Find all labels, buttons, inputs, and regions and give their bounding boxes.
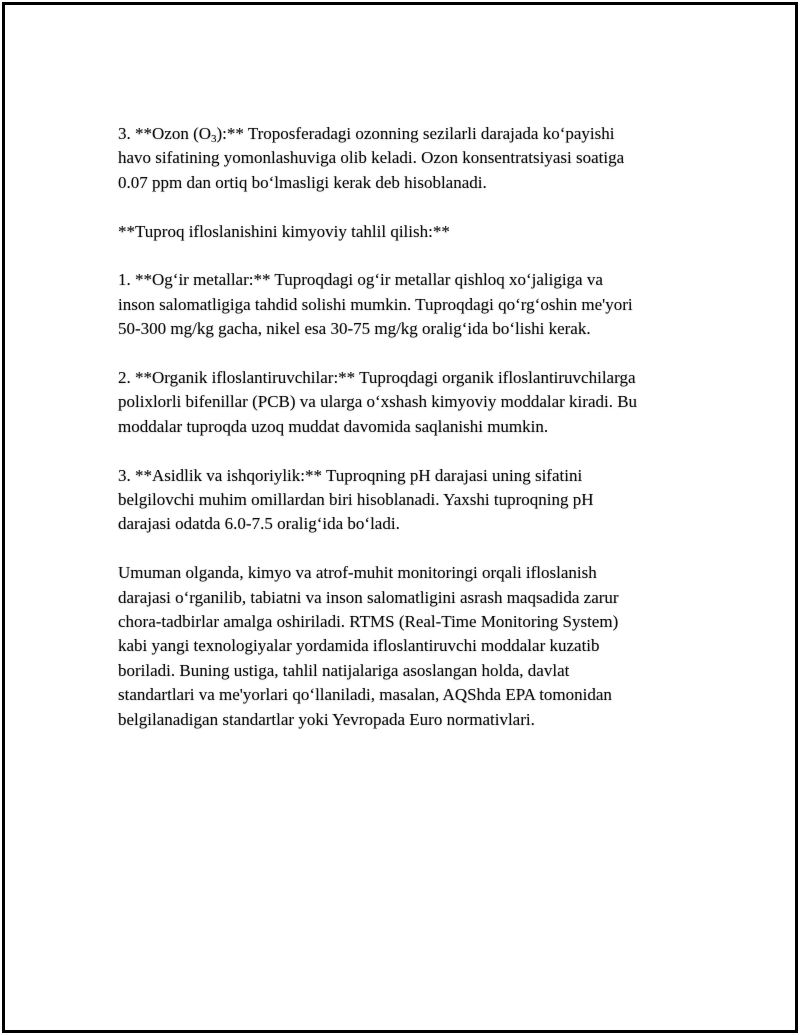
text-run: ):** Troposferadagi ozonning sezilarli darajada ko‘payishi — [216, 124, 615, 143]
acidity-paragraph — [118, 464, 688, 537]
text-line: kabi yangi texnologiyalar yordamida ifloslantiruvchi moddalar kuzatib — [118, 636, 600, 656]
text-line: inson salomatligiga tahdid solishi mumkin. Tuproqdagi qo‘rg‘oshin me'yori — [118, 294, 633, 314]
text-line: 1. **Og‘ir metallar:** Tuproqdagi og‘ir metallar qishloq xo‘jaligiga va — [118, 270, 603, 290]
text-line: boriladi. Buning ustiga, tahlil natijalariga asoslangan holda, davlat — [118, 660, 570, 680]
soil-analysis-heading — [118, 220, 688, 244]
text-line: 50-300 mg/kg gacha, nikel esa 30-75 mg/kg oralig‘ida bo‘lishi kerak. — [118, 319, 591, 339]
text-line: darajasi o‘rganilib, tabiatni va inson salomatligini asrash maqsadida zarur — [118, 587, 619, 607]
text-line: 3. **Asidlik va ishqoriylik:** Tuproqning pH darajasi uning sifatini — [118, 465, 583, 485]
subscript: 3 — [211, 133, 217, 145]
heading-text: **Tuproq ifloslanishini kimyoviy tahlil qilish:** — [118, 221, 450, 241]
heavy-metals-paragraph — [118, 268, 688, 341]
ozone-paragraph — [118, 122, 688, 195]
text-line — [118, 122, 688, 146]
text-line: havo sifatining yomonlashuviga olib keladi. Ozon konsentratsiyasi soatiga — [118, 148, 625, 168]
text-line: polixlorli bifenillar (PCB) va ularga o‘xshash kimyoviy moddalar kiradi. Bu — [118, 392, 638, 412]
summary-paragraph — [118, 561, 688, 732]
text-run: 3. **Ozon (O — [118, 124, 212, 143]
text-line: 2. **Organik ifloslantiruvchilar:** Tuproqdagi organik ifloslantiruvchilarga — [118, 368, 636, 388]
document-page — [2, 2, 798, 1033]
text-line: belgilovchi muhim omillardan biri hisoblanadi. Yaxshi tuproqning pH — [118, 490, 594, 510]
text-line: belgilanadigan standartlar yoki Yevropada Euro normativlari. — [118, 709, 535, 729]
text-line: chora-tadbirlar amalga oshiriladi. RTMS (Real-Time Monitoring System) — [118, 612, 619, 632]
text-line: standartlari va me'yorlari qo‘llaniladi, masalan, AQShda EPA tomonidan — [118, 685, 612, 705]
text-line: moddalar tuproqda uzoq muddat davomida saqlanishi mumkin. — [118, 416, 549, 436]
text-line: darajasi odatda 6.0-7.5 oralig‘ida bo‘ladi. — [118, 514, 400, 534]
organic-pollutants-paragraph — [118, 366, 688, 439]
text-line: Umuman olganda, kimyo va atrof-muhit monitoringi orqali ifloslanish — [118, 563, 597, 583]
document-body — [118, 122, 688, 756]
text-line: 0.07 ppm dan ortiq bo‘lmasligi kerak deb hisoblanadi. — [118, 172, 487, 192]
